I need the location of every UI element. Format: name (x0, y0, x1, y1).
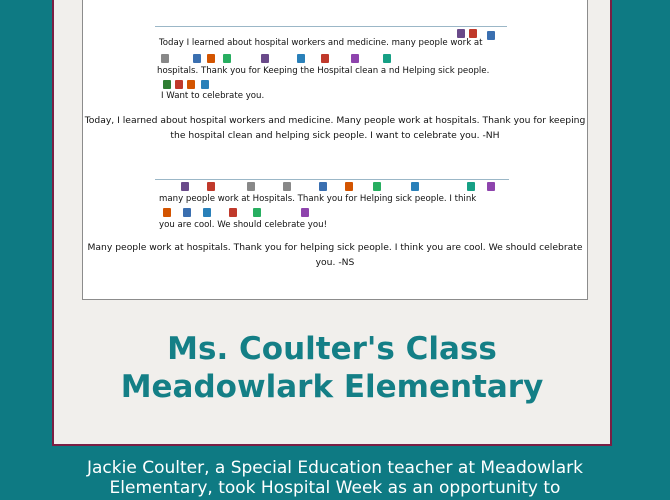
i-symbol-icon (467, 182, 475, 191)
hospital-symbol-icon (261, 54, 269, 63)
caption-line: Jackie Coulter, a Special Education teacher at Meadowlark (86, 458, 584, 478)
sick-symbol-icon (411, 182, 419, 191)
letter-card (52, 0, 612, 446)
people-symbol-icon (469, 29, 477, 38)
typed-letter-1: Today, I learned about hospital workers and medicine. Many people work at hospitals. Thank you for keeping the hospital clean and helping sick people. I want to celebrate you. -NH (84, 115, 586, 141)
caption-line: Elementary, took Hospital Week as an opportunity to (109, 478, 561, 498)
symbol-text-line: Today I learned about hospital workers and medicine. many people work at (159, 38, 483, 48)
work-symbol-icon (487, 31, 495, 40)
letter-scan (82, 0, 588, 300)
thank-symbol-icon (319, 182, 327, 191)
thank-symbol-icon (193, 54, 201, 63)
help-symbol-icon (321, 54, 329, 63)
you-symbol-icon (345, 182, 353, 191)
typed-letter-2: Many people work at hospitals. Thank you for helping sick people. I think you are cool. We should celebrate you. -NS (87, 242, 583, 268)
i-symbol-icon (163, 80, 171, 89)
symbol-text-line: hospitals. Thank you for Keeping the Hospital clean a nd Helping sick people. (157, 66, 490, 76)
hospital-symbol-icon (283, 182, 291, 191)
clean-symbol-icon (297, 54, 305, 63)
people-symbol-icon (383, 54, 391, 63)
caption-text (0, 458, 670, 498)
think-symbol-icon (487, 182, 495, 191)
you-symbol-icon (201, 80, 209, 89)
cool-symbol-icon (203, 208, 211, 217)
hospital-symbol-icon (161, 54, 169, 63)
sick-symbol-icon (351, 54, 359, 63)
keep-symbol-icon (223, 54, 231, 63)
help-symbol-icon (373, 182, 381, 191)
should-symbol-icon (253, 208, 261, 217)
you-symbol-icon (207, 54, 215, 63)
symbol-guide-line (155, 179, 509, 180)
celebrate-symbol-icon (187, 80, 195, 89)
symbol-text-line: I Want to celebrate you. (161, 91, 265, 101)
symbol-text-line: you are cool. We should celebrate you! (159, 220, 328, 230)
want-symbol-icon (175, 80, 183, 89)
school-name-heading: Meadowlark Elementary (120, 369, 544, 405)
work-symbol-icon (207, 182, 215, 191)
at-symbol-icon (247, 182, 255, 191)
people-symbol-icon (181, 182, 189, 191)
symbol-guide-line (155, 26, 507, 27)
celebrate-symbol-icon (301, 208, 309, 217)
you-symbol-icon (163, 208, 171, 217)
symbol-text-line: many people work at Hospitals. Thank you for Helping sick people. I think (159, 194, 477, 204)
are-symbol-icon (183, 208, 191, 217)
we-symbol-icon (229, 208, 237, 217)
class-name-heading: Ms. Coulter's Class (167, 331, 497, 367)
people-symbol-icon (457, 29, 465, 38)
